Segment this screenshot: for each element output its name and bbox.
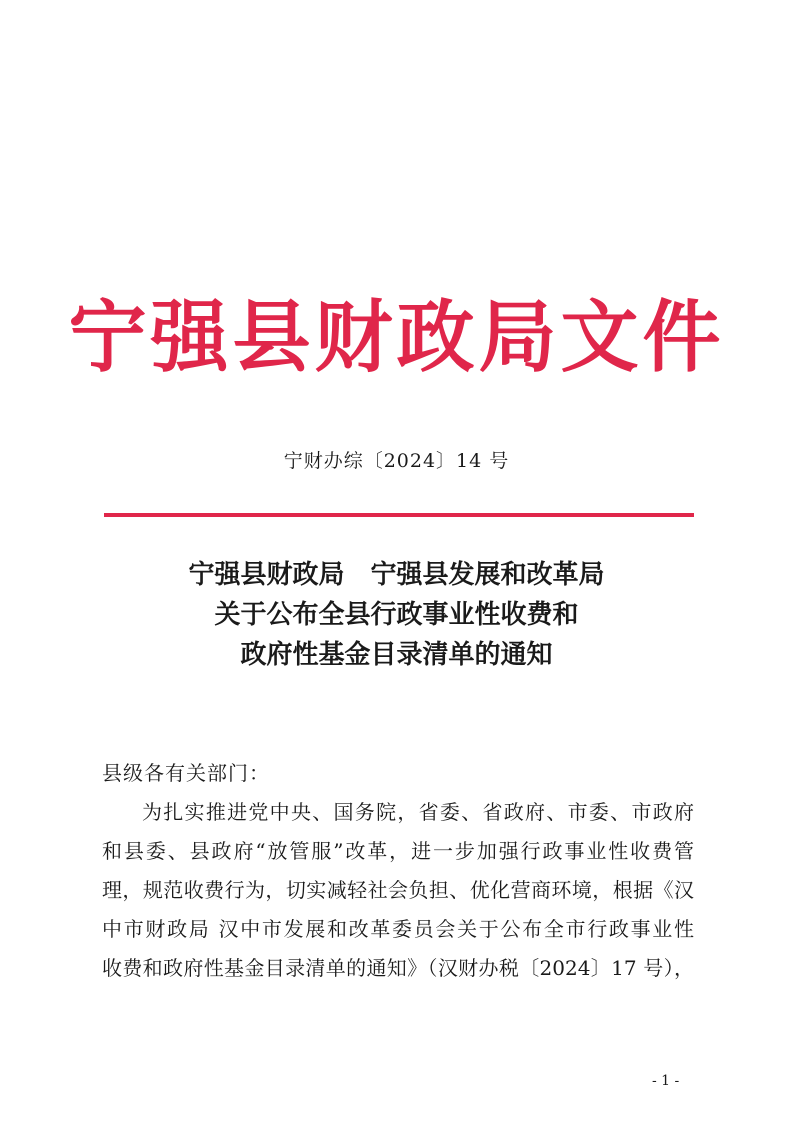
body-line: 收费和政府性基金目录清单的通知》（汉财办税〔2024〕17 号）， — [102, 956, 694, 980]
body-line: 中市财政局 汉中市发展和改革委员会关于公布全市行政事业性 — [102, 917, 694, 941]
body-line: 理，规范收费行为，切实减轻社会负担、优化营商环境，根据《汉 — [102, 878, 694, 902]
page-number: - 1 - — [652, 1073, 680, 1089]
document-title — [0, 555, 793, 675]
title-line: 政府性基金目录清单的通知 — [240, 640, 553, 670]
document-number: 宁财办综〔2024〕14 号 — [283, 450, 510, 472]
body-line: 和县委、县政府“放管服”改革，进一步加强行政事业性收费管 — [102, 839, 694, 863]
document-masthead: 宁强县财政局文件 — [68, 293, 725, 383]
title-line: 关于公布全县行政事业性收费和 — [214, 600, 579, 630]
body-paragraph — [102, 793, 694, 988]
red-divider-line — [104, 513, 694, 517]
title-line: 宁强县财政局 宁强县发展和改革局 — [188, 560, 605, 590]
body-line: 为扎实推进党中央、国务院，省委、省政府、市委、市政府 — [142, 800, 694, 824]
salutation: 县级各有关部门： — [102, 761, 270, 785]
